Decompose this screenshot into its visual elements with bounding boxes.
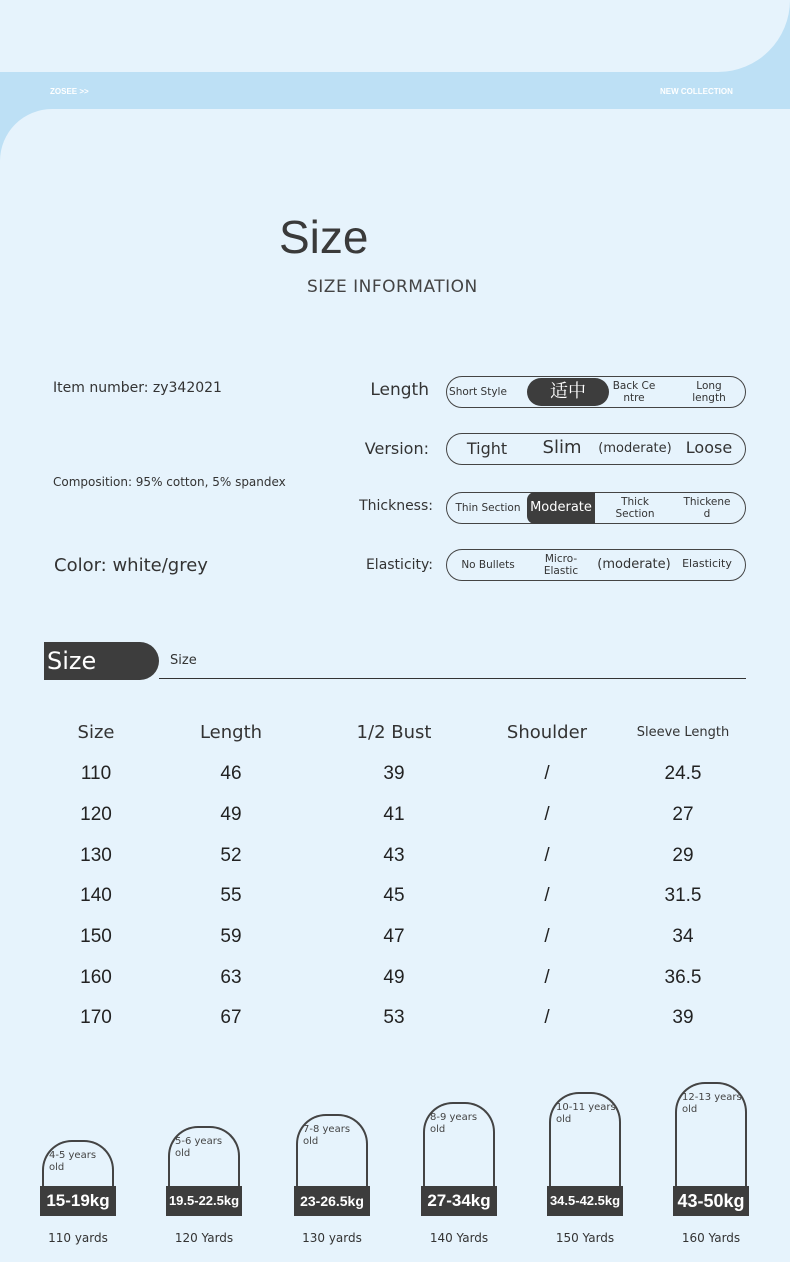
card-age-label: 7-8 years old [303, 1124, 351, 1147]
cell-sleeve-length: 27 [672, 804, 694, 826]
card-yards-label: 160 Yards [681, 1231, 741, 1245]
table-row [44, 795, 746, 836]
length-label: Length [370, 380, 429, 400]
cell-half-bust: 43 [383, 844, 405, 866]
card-age-label: 12-13 years old [682, 1092, 742, 1115]
header-sleeve-length: Sleeve Length [636, 724, 730, 740]
thickness-label: Thickness: [359, 498, 433, 514]
cell-shoulder: / [544, 885, 550, 907]
header-half-bust: 1/2 Bust [356, 721, 432, 743]
elasticity-label: Elasticity: [365, 557, 433, 573]
cell-sleeve-length: 24.5 [664, 763, 702, 785]
card-weight-badge: 43-50kg [673, 1186, 749, 1216]
age-card [42, 1140, 114, 1188]
cell-size: 110 [80, 763, 112, 785]
color-info: Color: white/grey [54, 555, 208, 576]
thickness-selector [446, 492, 746, 524]
cell-size: 150 [80, 926, 112, 948]
cell-length: 46 [220, 763, 242, 785]
cell-size: 160 [80, 966, 112, 988]
page-title: Size [279, 211, 369, 263]
card-weight-badge: 19.5-22.5kg [166, 1186, 242, 1216]
length-option-back-centre[interactable]: Back Ce ntre [612, 380, 656, 404]
card-age-label: 5-6 years old [175, 1136, 223, 1159]
elasticity-selector [446, 549, 746, 581]
version-option-slim[interactable]: Slim [542, 437, 582, 458]
cell-shoulder: / [544, 966, 550, 988]
version-label: Version: [364, 439, 429, 458]
thickness-option-moderate[interactable]: Moderate [527, 492, 595, 524]
thickness-option-thickened[interactable]: Thickene d [683, 496, 731, 520]
table-row [44, 754, 746, 795]
version-option-tight[interactable]: Tight [466, 439, 508, 458]
size-section-subtitle: Size [170, 653, 197, 668]
page-subtitle: SIZE INFORMATION [307, 277, 478, 297]
cell-half-bust: 53 [383, 1007, 405, 1029]
age-card [168, 1126, 240, 1188]
card-age-label: 4-5 years old [49, 1150, 97, 1173]
table-header-row [44, 710, 746, 754]
cell-half-bust: 39 [383, 763, 405, 785]
header-shoulder: Shoulder [506, 721, 588, 743]
table-row [44, 917, 746, 958]
card-weight-badge: 27-34kg [421, 1186, 497, 1216]
card-age-label: 8-9 years old [430, 1112, 478, 1135]
age-card [423, 1102, 495, 1188]
cell-shoulder: / [544, 844, 550, 866]
composition: Composition: 95% cotton, 5% spandex [53, 475, 286, 489]
cell-shoulder: / [544, 804, 550, 826]
cell-half-bust: 41 [383, 804, 405, 826]
age-card [675, 1082, 747, 1188]
section-divider [159, 678, 746, 679]
card-yards-label: 150 Yards [555, 1231, 615, 1245]
thickness-option-thin[interactable]: Thin Section [455, 502, 521, 514]
card-weight-badge: 15-19kg [40, 1186, 116, 1216]
table-row [44, 998, 746, 1039]
cell-length: 55 [220, 885, 242, 907]
card-age-label: 10-11 years old [556, 1102, 616, 1125]
cell-sleeve-length: 36.5 [664, 966, 702, 988]
version-option-moderate[interactable]: (moderate) [598, 441, 672, 456]
card-weight-badge: 23-26.5kg [294, 1186, 370, 1216]
card-yards-label: 130 yards [302, 1231, 362, 1245]
header-length: Length [199, 721, 263, 743]
length-selector [446, 376, 746, 408]
header-corner [700, 0, 790, 72]
elasticity-option-none[interactable]: No Bullets [461, 559, 515, 571]
length-option-moderate[interactable]: 适中 [527, 378, 609, 406]
elasticity-option-moderate[interactable]: (moderate) [597, 557, 671, 572]
cell-sleeve-length: 29 [672, 844, 694, 866]
version-option-loose[interactable]: Loose [685, 438, 733, 457]
cell-size: 170 [80, 1007, 112, 1029]
cell-sleeve-length: 39 [672, 1007, 694, 1029]
thickness-option-thick[interactable]: Thick Section [615, 496, 655, 520]
card-yards-label: 140 Yards [429, 1231, 489, 1245]
age-card [549, 1092, 621, 1188]
card-yards-label: 120 Yards [174, 1231, 234, 1245]
cell-size: 120 [80, 804, 112, 826]
cell-length: 67 [220, 1007, 242, 1029]
table-row [44, 957, 746, 998]
cell-sleeve-length: 31.5 [664, 885, 702, 907]
cell-half-bust: 45 [383, 885, 405, 907]
cell-shoulder: / [544, 926, 550, 948]
size-section-tag: Size [44, 642, 159, 680]
size-table [44, 710, 746, 1039]
card-weight-badge: 34.5-42.5kg [547, 1186, 623, 1216]
cell-shoulder: / [544, 763, 550, 785]
cell-sleeve-length: 34 [672, 926, 694, 948]
card-yards-label: 110 yards [48, 1231, 108, 1245]
length-option-long[interactable]: Long length [692, 380, 726, 404]
table-row [44, 876, 746, 917]
cell-length: 63 [220, 966, 242, 988]
length-option-short[interactable]: Short Style [449, 386, 507, 398]
brand-link[interactable]: ZOSEE >> [50, 87, 89, 96]
cell-length: 52 [220, 844, 242, 866]
item-number: Item number: zy342021 [53, 380, 222, 396]
cell-size: 140 [80, 885, 112, 907]
elasticity-option-elastic[interactable]: Elasticity [682, 557, 732, 570]
table-row [44, 835, 746, 876]
cell-half-bust: 47 [383, 926, 405, 948]
version-selector [446, 433, 746, 465]
cell-half-bust: 49 [383, 966, 405, 988]
header-size: Size [77, 721, 115, 743]
cell-size: 130 [80, 844, 112, 866]
cell-length: 49 [220, 804, 242, 826]
age-card [296, 1114, 368, 1188]
collection-tag: NEW COLLECTION [660, 87, 733, 96]
elasticity-option-micro[interactable]: Micro- Elastic [543, 553, 579, 577]
cell-shoulder: / [544, 1007, 550, 1029]
cell-length: 59 [220, 926, 242, 948]
